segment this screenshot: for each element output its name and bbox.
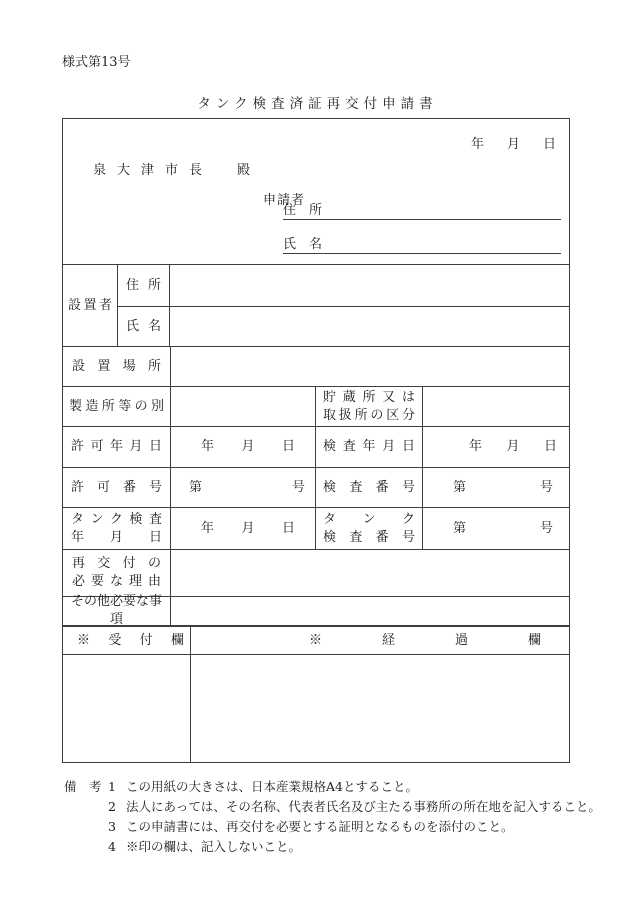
installer-address-label-cell [118,265,170,306]
location-label-cell [63,347,171,386]
reissue-reason-value-cell [171,550,569,596]
progress-value-cell [191,655,569,762]
inspection-number-label-cell [316,468,423,507]
permission-date-label-cell [63,427,171,467]
remarks-section [64,777,624,857]
tank-number-value: 第 号 [453,520,553,536]
tank-number-label-cell [316,508,423,549]
facility-type-row [63,387,569,427]
storage-class-label-cell [316,387,423,426]
inspection-number-label: 検査番号 [323,479,415,495]
inspection-number-value: 第 号 [453,479,553,495]
permission-number-value: 第 号 [189,479,305,495]
reissue-reason-row [63,550,569,597]
form-table [63,264,569,762]
remark-text: 法人にあっては、その名称、代表者氏名及び主たる事務所の所在地を記入すること。 [126,799,601,814]
location-value-cell [171,347,569,386]
reissue-reason-label-line1: 再交付の [72,556,161,571]
applicant-section [63,119,569,264]
remarks-label: 備 考 [64,779,102,794]
permission-date-label: 許可年月日 [71,439,162,454]
reception-body-row [63,655,569,762]
date-line: 年 月 日 [470,137,561,152]
applicant-name-label: 氏 名 [283,237,323,252]
installer-name-value-cell [170,307,569,346]
reception-label: ※受付欄 [77,632,184,648]
inspection-date-label: 検査年月日 [323,439,415,454]
permission-date-value-cell [171,427,316,467]
installer-address-label: 住所 [126,277,161,293]
permission-date-row [63,427,569,468]
applicant-address-field [283,203,561,220]
tank-number-value-cell [423,508,569,549]
facility-type-label-cell [63,387,171,426]
remark-number: 2 [108,799,116,814]
permission-number-label-cell [63,468,171,507]
inspection-date-value-cell [423,427,569,467]
installer-row [63,265,569,347]
location-label: 設置場所 [72,358,161,374]
applicant-name-field [283,237,561,254]
facility-type-value-cell [171,387,316,426]
progress-label-cell [191,627,569,654]
tank-date-label-line2: 年月日 [71,529,162,545]
page-title: タンク検査済証再交付申請書 [197,96,438,112]
location-row [63,347,569,387]
other-matters-row [63,594,569,627]
remark-number: 3 [108,819,116,834]
remark-line [64,797,624,817]
tank-date-value: 年 月 日 [201,520,295,536]
storage-class-label-line1: 貯蔵所又は [323,389,415,405]
remark-text: この申請書には、再交付を必要とする証明となるものを添付のこと。 [126,819,514,834]
inspection-number-value-cell [423,468,569,507]
tank-date-label-line1: タンク検査 [71,511,162,527]
applicant-label: 申請者 [263,193,306,208]
progress-label: ※経過欄 [309,632,541,648]
form-number: 様式第13号 [62,55,131,70]
inspection-date-label-cell [316,427,423,467]
installer-name-label-cell [118,307,170,346]
tank-date-value-cell [171,508,316,549]
installer-address-value-cell [170,265,569,306]
reception-value-cell [63,655,191,762]
tank-number-label-line1: タンク [323,511,415,527]
reception-header-row [63,627,569,655]
inspection-date-value: 年 月 日 [469,439,557,454]
permission-number-row [63,468,569,508]
remark-text: ※印の欄は、記入しないこと。 [126,839,302,854]
remark-line [64,837,624,857]
addressee: 泉大津市長 殿 [93,163,262,178]
tank-date-label-cell [63,508,171,549]
reissue-reason-label-cell [63,550,171,596]
remark-line [64,817,624,837]
remark-text: この用紙の大きさは、日本産業規格A4とすること。 [126,779,418,794]
reissue-reason-label-line2: 必要な理由 [72,574,161,589]
remark-number: 1 [108,779,116,794]
facility-type-label: 製造所等の別 [69,398,164,414]
installer-label-cell [63,265,118,346]
permission-number-value-cell [171,468,316,507]
reception-label-cell [63,627,191,654]
tank-number-label-line2: 検査番号 [323,529,415,545]
installer-label: 設置者 [68,297,112,313]
other-matters-label-cell [63,594,171,627]
installer-name-label: 氏名 [126,318,161,334]
remark-number: 4 [108,839,116,854]
form-box [62,118,570,763]
permission-number-label: 許可番号 [71,479,162,495]
remark-line [64,777,624,797]
tank-inspection-row [63,508,569,550]
other-matters-value-cell [171,597,569,625]
other-matters-label: その他必要な事項 [70,594,162,627]
storage-class-value-cell [423,387,569,426]
storage-class-label-line2: 取扱所の区分 [323,407,415,423]
permission-date-value: 年 月 日 [201,439,295,454]
applicant-address-label: 住 所 [283,203,323,218]
